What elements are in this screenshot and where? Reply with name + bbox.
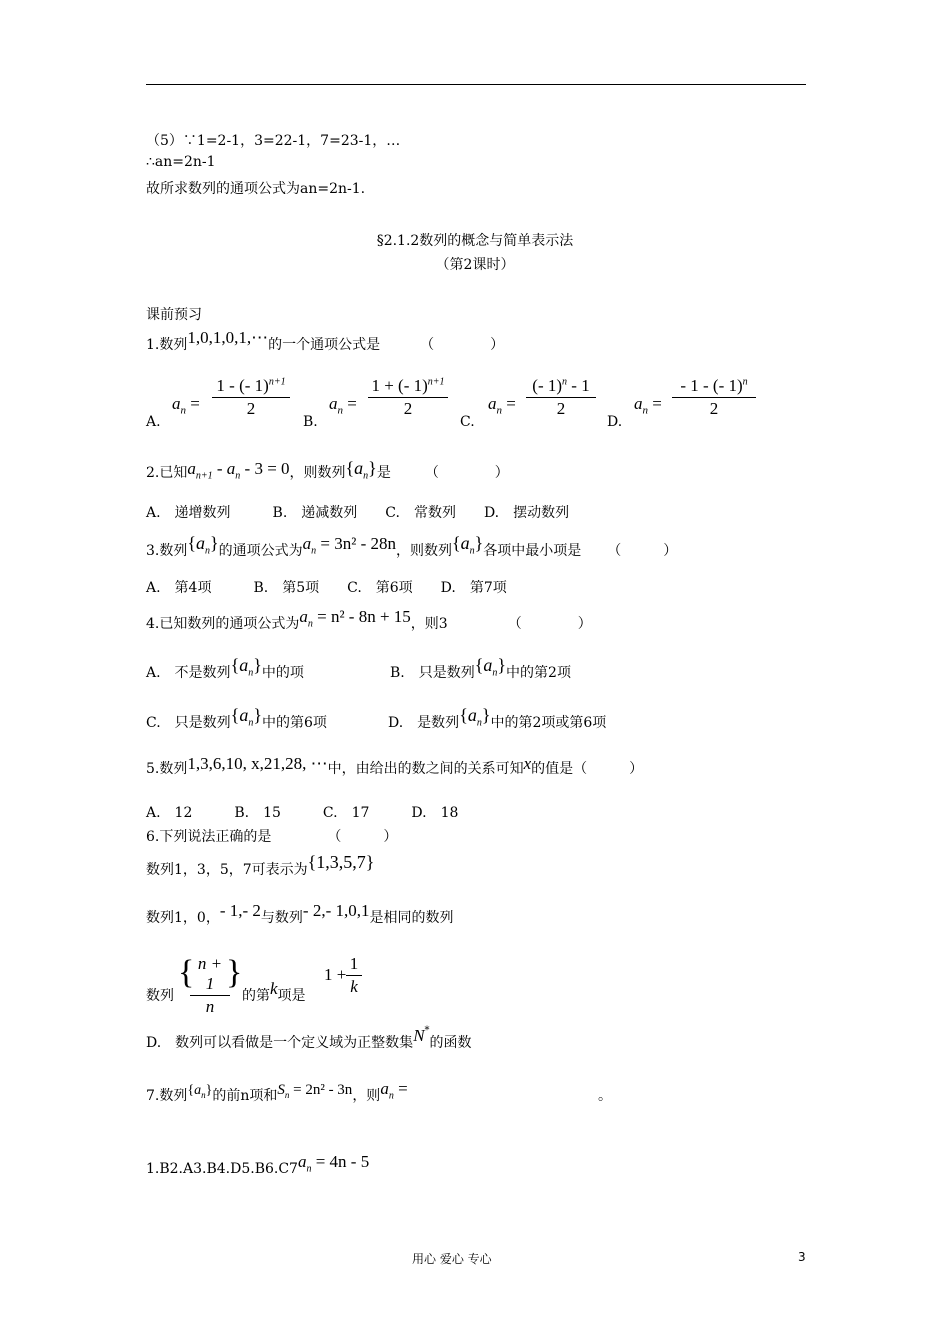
- q3-blank: （ ）: [607, 543, 678, 559]
- q4-option-d: D. 是数列$\{a_n\}$中的第2项或第6项: [388, 705, 607, 731]
- option-label: C.: [460, 414, 475, 430]
- q5-mid: 中，由给出的数之间的关系可知: [327, 761, 524, 777]
- text-line: （5）∵1=2-1，3=22-1，7=23-1，…: [146, 133, 401, 149]
- q4-option-a: A. 不是数列$\{a_n\}$中的项: [146, 655, 304, 681]
- q3-set: $\{a_n\}$: [187, 533, 219, 557]
- q4-formula: $a_n = n^2 - 8n + 15$: [299, 607, 411, 630]
- q2-formula: $a_{n+1} - a_n - 3 = 0$: [187, 459, 290, 482]
- question-3: [146, 533, 678, 563]
- q4-option-c: C. 只是数列$\{a_n\}$中的第6项: [146, 705, 327, 731]
- answer-text: 1.B2.A3.B4.D5.B6.C7: [146, 1161, 298, 1177]
- q6-blank: （ ）: [327, 829, 398, 845]
- q7-formula: $S_n = 2n^2 - 3n$: [277, 1082, 353, 1100]
- q2-options: A. 递增数列 B. 递减数列 C. 常数列 D. 摆动数列: [146, 505, 570, 521]
- q4-set: $\{a_n\}$: [230, 705, 262, 729]
- question-7: [146, 1079, 408, 1107]
- question-4: [146, 607, 592, 635]
- q7-after: ，则: [352, 1088, 381, 1104]
- preview-heading: 课前预习: [146, 307, 202, 323]
- question-5: [146, 754, 644, 778]
- q5-variable: x: [523, 754, 532, 773]
- q5-sequence: 1,3,6,10, x,21,28, ⋯: [187, 754, 328, 773]
- option-lhs: $a_n$ =: [488, 394, 516, 417]
- q6-statement-a: 数列1，3，5，7可表示为{1,3,5,7}: [146, 852, 375, 878]
- q6-statement-b: 数列1，0，- 1,- 2与数列- 2,- 1,0,1是相同的数列: [146, 901, 454, 926]
- header-rule: [146, 84, 806, 85]
- q7-set: $\{a_n\}$: [187, 1083, 213, 1100]
- option-label: A.: [146, 414, 161, 430]
- q4-set: $\{a_n\}$: [474, 655, 507, 679]
- option-lhs: $a_n$ =: [329, 394, 357, 417]
- q7-lhs: $a_n$ =: [380, 1079, 408, 1102]
- q4-after: ，则3: [410, 616, 448, 632]
- option-fraction: 1 - (- 1)$^{n+1}$ 2: [212, 376, 290, 419]
- q3-formula: $a_n = 3n^2 - 28n$: [302, 534, 396, 557]
- q4-prefix: 4.已知数列的通项公式为: [146, 616, 300, 632]
- q1-suffix: 的一个通项公式是: [268, 337, 381, 353]
- q5-options: A. 12 B. 15 C. 17 D. 18: [146, 805, 459, 821]
- q1-sequence: 1,0,1,0,1,⋯: [187, 328, 269, 347]
- footer-text: 用心 爱心 专心: [412, 1252, 492, 1266]
- q3-suffix: 各项中最小项是: [483, 543, 582, 559]
- q3-mid: 的通项公式为: [218, 543, 303, 559]
- q4-option-b: B. 只是数列$\{a_n\}$中的第2项: [390, 655, 571, 681]
- q2-blank: （ ）: [424, 465, 509, 481]
- q6-statement-c-rest: 的第k项是: [242, 979, 306, 1004]
- q2-prefix: 2.已知: [146, 465, 188, 481]
- option-label: D.: [607, 414, 623, 430]
- q2-suffix: 是: [376, 465, 391, 481]
- page-number: 3: [798, 1250, 806, 1264]
- option-fraction: (- 1)$^n$ - 1 2: [526, 376, 596, 419]
- q4-set: $\{a_n\}$: [230, 655, 262, 679]
- text-line: ∴an=2n-1: [146, 154, 216, 170]
- q7-prefix: 7.数列: [146, 1088, 188, 1104]
- answer-key: [146, 1152, 370, 1180]
- question-1: [146, 328, 505, 354]
- option-label: B.: [303, 414, 318, 430]
- q7-mid: 的前n项和: [212, 1088, 278, 1104]
- q2-after: ，则数列: [289, 465, 346, 481]
- q6-statement-c-text: 数列: [146, 988, 174, 1004]
- q3-after: ，则数列: [396, 543, 452, 559]
- q2-set: $\{a_n\}$: [345, 458, 377, 482]
- question-6: [146, 826, 397, 846]
- q3-options: A. 第4项 B. 第5项 C. 第6项 D. 第7项: [146, 580, 507, 596]
- q5-prefix: 5.数列: [146, 761, 188, 777]
- q7-end: 。: [598, 1088, 612, 1104]
- q1-prefix: 1.数列: [146, 337, 188, 353]
- answer-formula: $a_n = 4n - 5$: [297, 1152, 370, 1175]
- q6-c-one-plus: 1 +: [324, 965, 347, 984]
- text-line: 故所求数列的通项公式为an=2n-1.: [146, 181, 366, 197]
- q3-prefix: 3.数列: [146, 543, 188, 559]
- option-lhs: $a_n$ =: [172, 394, 200, 417]
- q6-c-fraction-2: 1 k: [346, 954, 362, 997]
- question-2: [146, 458, 509, 485]
- q1-blank: （ ）: [420, 337, 505, 353]
- q6-c-brace-left: {: [178, 954, 195, 991]
- section-title: §2.1.2数列的概念与简单表示法: [376, 233, 574, 249]
- q6-set: {1,3,5,7}: [307, 852, 375, 872]
- q6-statement-d: D. 数列可以看做是一个定义域为正整数集N*的函数: [146, 1025, 472, 1051]
- q6-stem: 6.下列说法正确的是: [146, 829, 272, 845]
- q6-c-fraction: n + 1 n: [190, 954, 230, 1017]
- q5-suffix: 的值是（ ）: [531, 761, 644, 777]
- q4-set: $\{a_n\}$: [459, 705, 491, 729]
- q3-set-2: $\{a_n\}$: [452, 533, 484, 557]
- option-fraction: 1 + (- 1)$^{n+1}$ 2: [368, 376, 448, 419]
- option-lhs: $a_n$ =: [634, 394, 662, 417]
- q6-c-brace-right: }: [226, 954, 243, 991]
- section-subtitle: （第2课时）: [435, 257, 515, 273]
- option-fraction: - 1 - (- 1)$^n$ 2: [672, 376, 756, 419]
- q4-blank: （ ）: [507, 616, 592, 632]
